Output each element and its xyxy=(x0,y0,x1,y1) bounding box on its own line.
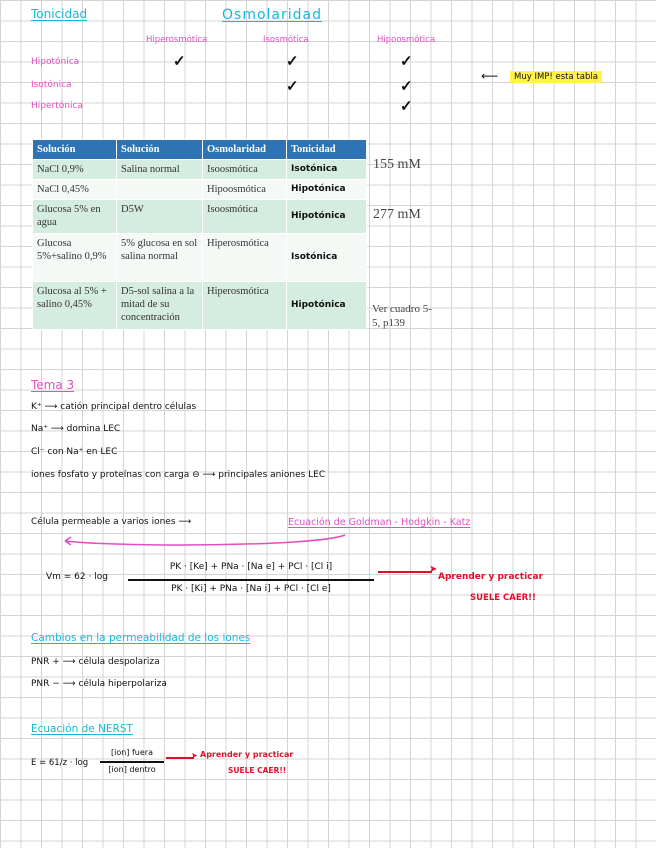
row-label-hipotonica: Hipotónica xyxy=(31,57,80,67)
goldman-denominator: PK · [Ki] + PNa · [Na i] + PCl · [Cl e] xyxy=(171,584,331,594)
side-note-155: 155 mM xyxy=(373,157,421,172)
table-cell: Isotónica xyxy=(287,160,367,180)
cambios-heading: Cambios en la permeabilidad de los iones xyxy=(31,632,251,644)
check-mark: ✓ xyxy=(173,53,186,70)
table-header: Solución xyxy=(33,140,117,160)
imp-note: Muy IMP! esta tabla xyxy=(510,72,602,82)
table-header: Osmolaridad xyxy=(203,140,287,160)
col-header-hiperosmotica: Hiperosmótica xyxy=(146,35,208,45)
nernst-numerator: [ion] fuera xyxy=(111,748,153,757)
suele-caer-note: SUELE CAER!! xyxy=(228,766,287,775)
table-cell: Hiperosmótica xyxy=(203,234,287,282)
ion-line: K⁺ ⟶ catión principal dentro células xyxy=(31,402,197,412)
side-note-277: 277 mM xyxy=(373,207,421,222)
nernst-prefix: E = 61/z · log xyxy=(31,758,89,768)
left-arrow-icon: ⟵ xyxy=(481,69,499,83)
permeable-line: Célula permeable a varios iones ⟶ xyxy=(31,517,192,527)
table-row xyxy=(33,200,367,234)
table-header: Solución xyxy=(117,140,203,160)
ion-line: Na⁺ ⟶ domina LEC xyxy=(31,424,121,434)
check-mark: ✓ xyxy=(400,78,413,95)
table-cell: Hiperosmótica xyxy=(203,282,287,330)
goldman-title: Ecuación de Goldman - Hodgkin - Katz xyxy=(288,517,471,528)
table-cell: D5-sol salina a la mitad de su concentración xyxy=(117,282,203,330)
right-arrow-icon: ➤ xyxy=(429,564,438,575)
nernst-denominator: [ion] dentro xyxy=(108,765,156,774)
aprender-note: Aprender y practicar xyxy=(200,750,294,759)
row-label-hipertonica: Hipertónica xyxy=(31,101,83,111)
table-row xyxy=(33,234,367,282)
ion-line: Cl⁻ con Na⁺ en LEC xyxy=(31,447,118,457)
table-cell: Glucosa 5% en agua xyxy=(33,200,117,234)
nernst-heading: Ecuación de NERST xyxy=(31,723,133,735)
solutions-table xyxy=(32,139,367,330)
aprender-note: Aprender y practicar xyxy=(438,572,543,582)
row-label-isotonica: Isotónica xyxy=(31,80,72,90)
goldman-prefix: Vm = 62 · log xyxy=(46,572,108,582)
right-arrow-icon: ➤ xyxy=(191,751,198,760)
col-header-isosmotica: Isosmótica xyxy=(263,35,309,45)
table-cell: Isoosmótica xyxy=(203,160,287,180)
table-cell: 5% glucosa en sol salina normal xyxy=(117,234,203,282)
table-cell: Hipoosmótica xyxy=(203,180,287,200)
curved-arrow-icon xyxy=(55,533,355,553)
goldman-numerator: PK · [Ke] + PNa · [Na e] + PCl · [Cl i] xyxy=(169,562,333,572)
table-cell xyxy=(117,180,203,200)
tonicidad-heading: Tonicidad xyxy=(31,7,88,21)
table-cell: Isoosmótica xyxy=(203,200,287,234)
check-mark: ✓ xyxy=(286,53,299,70)
table-cell: Glucosa al 5% + salino 0,45% xyxy=(33,282,117,330)
table-cell: Isotónica xyxy=(287,234,367,282)
table-cell: D5W xyxy=(117,200,203,234)
table-cell: Glucosa 5%+salino 0,9% xyxy=(33,234,117,282)
fraction-line xyxy=(128,579,374,581)
check-mark: ✓ xyxy=(400,98,413,115)
cambio-line: PNR + ⟶ célula despolariza xyxy=(31,657,160,667)
fraction-line xyxy=(100,761,164,763)
table-cell: NaCl 0,45% xyxy=(33,180,117,200)
tema3-heading: Tema 3 xyxy=(31,378,75,392)
red-arrow-line xyxy=(166,757,194,759)
check-mark: ✓ xyxy=(400,53,413,70)
cambio-line: PNR − ⟶ célula hiperpolariza xyxy=(31,679,167,689)
check-mark: ✓ xyxy=(286,78,299,95)
table-row xyxy=(33,160,367,180)
table-cell: Salina normal xyxy=(117,160,203,180)
table-row xyxy=(33,282,367,330)
red-arrow-line xyxy=(378,571,432,573)
table-cell: Hipotónica xyxy=(287,200,367,234)
table-cell: NaCl 0,9% xyxy=(33,160,117,180)
osmolaridad-heading: Osmolaridad xyxy=(222,7,322,23)
table-cell: Hipotónica xyxy=(287,180,367,200)
table-header: Tonicidad xyxy=(287,140,367,160)
suele-caer-note: SUELE CAER!! xyxy=(470,593,536,603)
ion-line: iones fosfato y proteínas con carga ⊖ ⟶ principales aniones LEC xyxy=(31,470,326,480)
table-row xyxy=(33,180,367,200)
col-header-hipoosmotica: Hipoosmótica xyxy=(377,35,436,45)
table-cell: Hipotónica xyxy=(287,282,367,330)
side-note-ver-cuadro: Ver cuadro 5-5, p139 xyxy=(372,303,432,329)
